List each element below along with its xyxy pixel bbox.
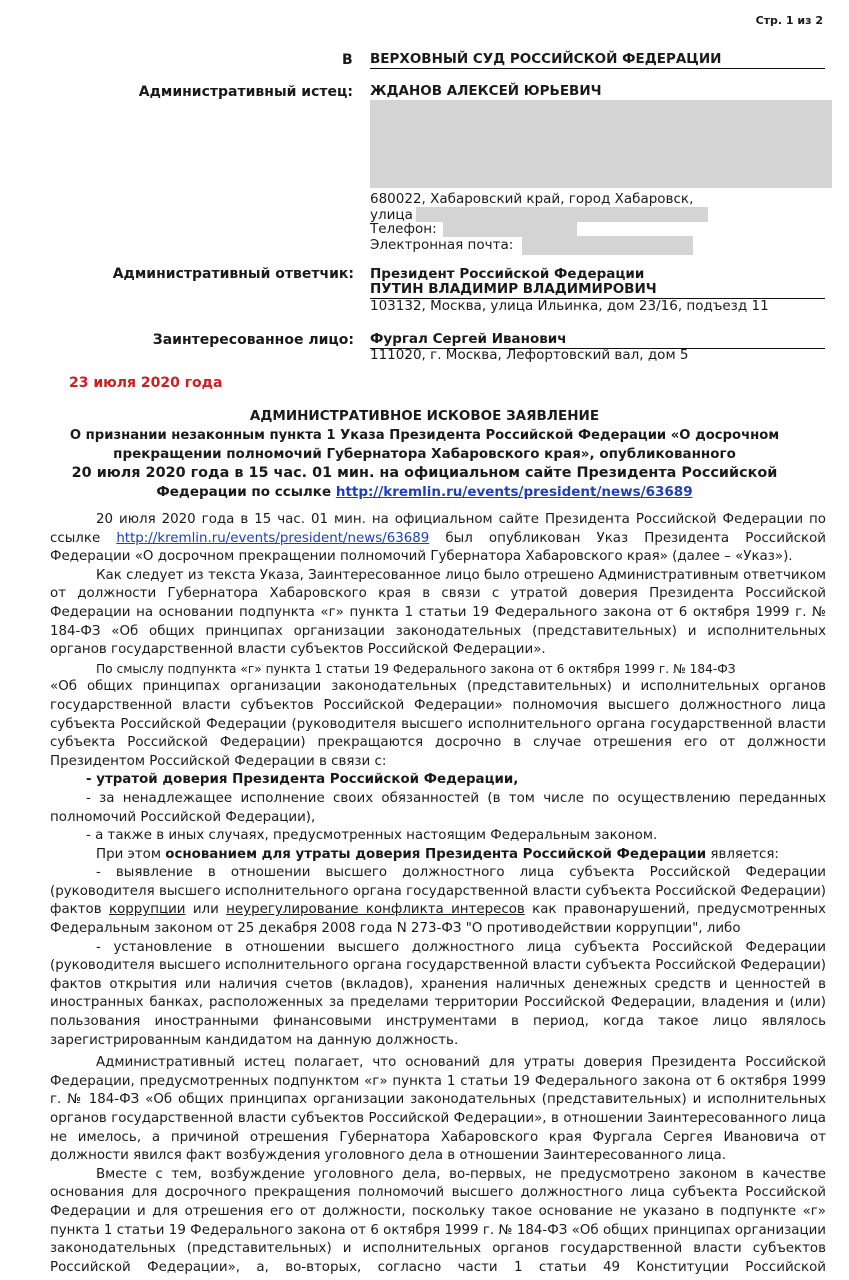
- paragraph-4-text-a: При этом: [96, 846, 161, 862]
- paragraph-5-text-a: - выявление в отношении высшего должностного лица субъекта Российской Федерации (руководителя высшего исполнительного органа государственной власти субъекта Российской Федерации) фактов: [50, 865, 826, 918]
- paragraph-4: [50, 846, 826, 865]
- paragraph-6: - установление в отношении высшего должностного лица субъекта Российской Федерации (руководителя высшего исполнительного органа государственной власти субъекта Российской Федерации) фактов открытия или наличия счетов (вкладов), хранения наличных денежных средств и ценностей в иностранных банках, расположенных за пределами территории Российской Федерации, владения и (или) пользования иностранными финансовыми инструментами в период, когда такое лицо являлось зарегистрированным кандидатом на данную должность.: [50, 939, 826, 1048]
- interested-address: 111020, г. Москва, Лефортовский вал, дом 5: [370, 347, 689, 363]
- plaintiff-name: ЖДАНОВ АЛЕКСЕЙ ЮРЬЕВИЧ: [370, 83, 602, 99]
- title-line-1: АДМИНИСТРАТИВНОЕ ИСКОВОЕ ЗАЯВЛЕНИЕ: [249, 408, 600, 424]
- list-item-1: - утратой доверия Президента Российской Федерации,: [86, 772, 519, 788]
- court-to-prefix: В: [342, 52, 353, 68]
- paragraph-1-text-a: 20 июля 2020 года в 15 час. 01 мин. на официальном сайте Президента Российской Федерации по ссылке: [50, 512, 826, 546]
- paragraph-8: Вместе с тем, возбуждение уголовного дела, во-первых, не предусмотрено законом в качестве основания для досрочного прекращения полномочий высшего должностного лица субъекта Российской Федерации и для отрешения его от должности, поскольку такое основание не указано в подпункте «г» пункта 1 статьи 19 Федерального закона от 6 октября 1999 г. № 184-ФЗ «Об общих принципах организации законодательных (представительных) и исполнительных органов государственной власти субъектов Российской Федерации», а, во-вторых, согласно части 1 статьи 49 Конституции Российской: [50, 1166, 826, 1275]
- paragraph-5-underline-2: неурегулирование конфликта интересов: [226, 902, 525, 918]
- document-title: [0, 407, 849, 502]
- title-line-4: 20 июля 2020 года в 15 час. 01 мин. на официальном сайте Президента Российской: [71, 465, 778, 481]
- defendant-name: ПУТИН ВЛАДИМИР ВЛАДИМИРОВИЧ: [370, 281, 825, 299]
- redacted-email: [522, 236, 693, 255]
- paragraph-1-link[interactable]: http://kremlin.ru/events/president/news/63689: [116, 530, 430, 546]
- document-body: [50, 511, 826, 1277]
- interested-name: Фургал Сергей Иванович: [370, 331, 825, 349]
- plaintiff-address: 680022, Хабаровский край, город Хабаровск,: [370, 191, 694, 207]
- list-item-2: - за ненадлежащее исполнение своих обязанностей (в том числе по осуществлению переданных полномочий Российской Федерации),: [50, 790, 826, 825]
- title-link[interactable]: http://kremlin.ru/events/president/news/63689: [335, 484, 693, 500]
- paragraph-7: Административный истец полагает, что оснований для утраты доверия Президента Российской Федерации, предусмотренных подпунктом «г» пункта 1 статьи 19 Федерального закона от 6 октября 1999 г. № 184-ФЗ «Об общих принципах организации законодательных (представительных) и исполнительных органов государственной власти субъектов Российской Федерации», в отношении Заинтересованного лица не имелось, а причиной отрешения Губернатора Хабаровского края Фургала Сергея Ивановича от должности явился факт возбуждения уголовного дела в отношении Заинтересованного лица.: [50, 1055, 826, 1164]
- redacted-block: [370, 100, 832, 188]
- list-item-3: - а также в иных случаях, предусмотренных настоящим Федеральным законом.: [86, 828, 658, 844]
- paragraph-5-or: или: [192, 902, 219, 918]
- paragraph-4-text-c: является:: [710, 846, 779, 862]
- defendant-label: Административный ответчик:: [112, 266, 354, 282]
- paragraph-1-text-b: был опубликован Указ Президента Российской Федерации «О досрочном прекращении полномочий Губернатора Хабаровского края» (далее – «Указ»).: [50, 530, 826, 565]
- redacted-street: [416, 207, 708, 222]
- paragraph-3: «Об общих принципах организации законодательных (представительных) и исполнительных органов государственной власти субъектов Российской Федерации» полномочия высшего должностного лица субъекта Российской Федерации (руководителя высшего исполнительного органа государственной власти субъекта Российской Федерации) прекращаются досрочно в случае отрешения его от должности Президентом Российской Федерации в связи с:: [50, 679, 826, 769]
- interested-label: Заинтересованное лицо:: [152, 332, 354, 348]
- paragraph-5-text-b: как правонарушений, предусмотренных Федеральным законом от 25 декабря 2008 года N 273-ФЗ "О противодействии коррупции", либо: [50, 902, 826, 937]
- court-name: ВЕРХОВНЫЙ СУД РОССИЙСКОЙ ФЕДЕРАЦИИ: [370, 51, 825, 69]
- plaintiff-email: Электронная почта:: [370, 237, 514, 253]
- paragraph-4-bold: основанием для утраты доверия Президента Российской Федерации: [165, 846, 707, 862]
- title-line-2: О признании незаконным пункта 1 Указа Президента Российской Федерации «О досрочном: [69, 428, 780, 443]
- page-number: Стр. 1 из 2: [755, 14, 823, 27]
- redacted-phone: [443, 222, 577, 237]
- plaintiff-label: Административный истец:: [138, 84, 353, 100]
- paragraph-1: [50, 511, 826, 567]
- plaintiff-phone: Телефон:: [370, 221, 437, 237]
- paragraph-5-underline-1: коррупции: [109, 902, 186, 918]
- title-line-5: [0, 483, 849, 502]
- plaintiff-street: улица: [370, 207, 413, 223]
- paragraph-3-lead: По смыслу подпункта «г» пункта 1 статьи 19 Федерального закона от 6 октября 1999 г. № 184-ФЗ: [96, 661, 736, 676]
- paragraph-5: [50, 864, 826, 938]
- defendant-address: 103132, Москва, улица Ильинка, дом 23/16, подъезд 11: [370, 298, 769, 314]
- document-date: 23 июля 2020 года: [69, 375, 223, 391]
- title-line-3: прекращении полномочий Губернатора Хабаровского края», опубликованного: [113, 446, 736, 462]
- title-link-prefix: Федерации по ссылке: [156, 484, 332, 500]
- defendant-title: Президент Российской Федерации: [370, 266, 645, 282]
- paragraph-2: Как следует из текста Указа, Заинтересованное лицо было отрешено Административным ответчиком от должности Губернатора Хабаровского края в связи с утратой доверия Президента Российской Федерации на основании подпункта «г» пункта 1 статьи 19 Федерального закона от 6 октября 1999 г. № 184-ФЗ «Об общих принципах организации законодательных (представительных) и исполнительных органов государственной власти субъектов Российской Федерации».: [50, 567, 826, 658]
